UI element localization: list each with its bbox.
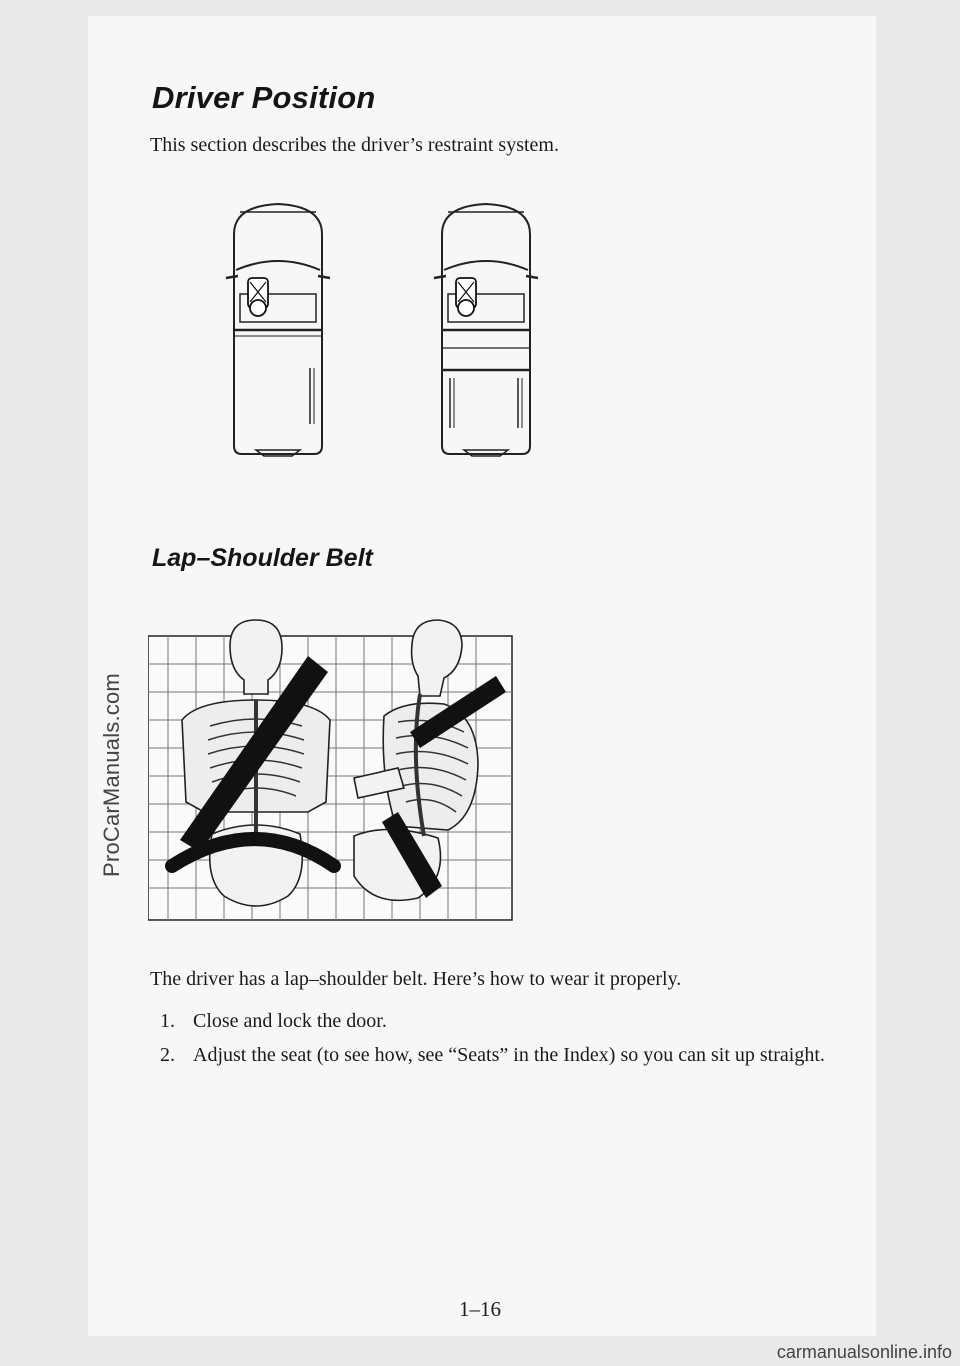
skeleton-belt-illustration	[148, 616, 514, 922]
step-text: Adjust the seat (to see how, see “Seats” in the Index) so you can sit up straight.	[193, 1044, 825, 1066]
vehicle-topview-a-icon	[222, 198, 334, 460]
list-item	[160, 1042, 850, 1068]
list-item	[160, 1008, 850, 1034]
body-paragraph: The driver has a lap–shoulder belt. Here’s how to wear it properly.	[150, 968, 682, 990]
page-number: 1–16	[459, 1297, 501, 1321]
side-watermark: ProCarManuals.com	[99, 673, 124, 877]
vehicle-topview-b-icon	[430, 198, 542, 460]
instruction-list	[160, 1008, 850, 1076]
step-number: 2.	[160, 1044, 175, 1066]
section-heading: Lap–Shoulder Belt	[152, 544, 373, 572]
step-text: Close and lock the door.	[193, 1010, 387, 1032]
step-number: 1.	[160, 1010, 175, 1032]
page-title: Driver Position	[152, 80, 376, 115]
bottom-watermark: carmanualsonline.info	[776, 1342, 952, 1362]
intro-text: This section describes the driver’s restraint system.	[150, 134, 559, 156]
